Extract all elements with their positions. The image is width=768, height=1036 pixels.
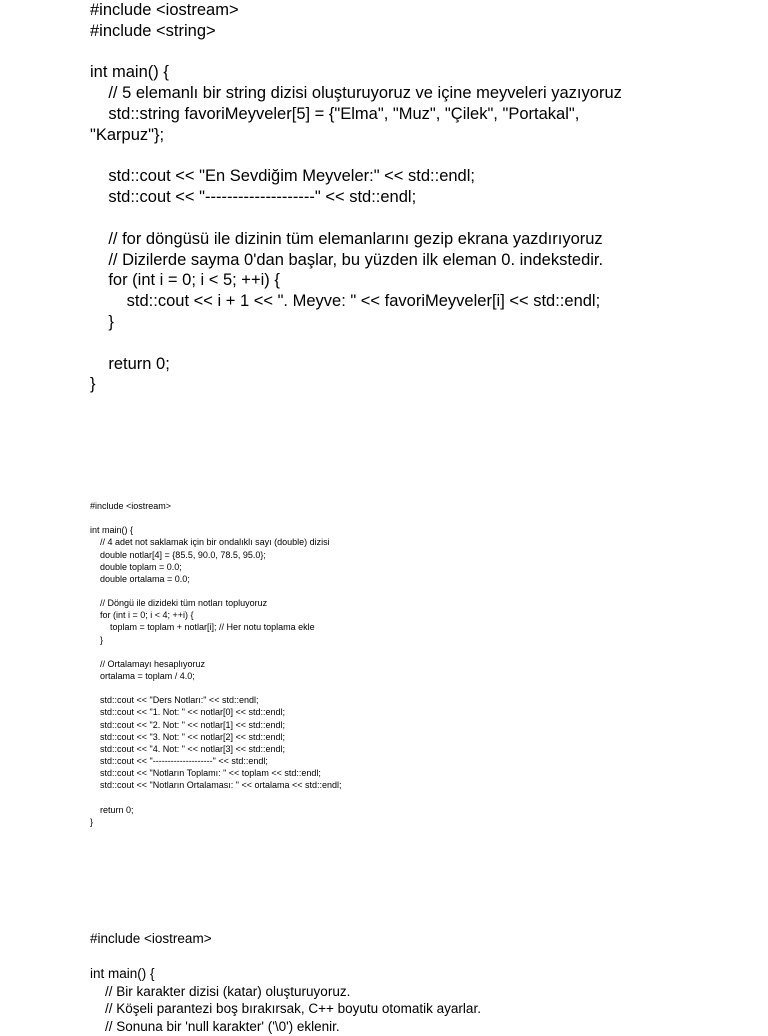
code-line: [90, 791, 730, 803]
code-line: [90, 146, 730, 167]
code-line: int main() {: [90, 525, 134, 536]
code-line: [90, 585, 730, 597]
code-line: #include <iostream>: [90, 931, 212, 946]
code-line: // Döngü ile dizideki tüm notları topluyoruz: [90, 598, 268, 609]
code-line: #include <iostream>: [90, 501, 172, 511]
code-line: // Dizilerde sayma 0'dan başlar, bu yüzden ilk eleman 0. indekstedir.: [90, 250, 604, 269]
code-line: #include <iostream>: [90, 1, 239, 19]
code-line: std::cout << "3. Not: " << notlar[2] << std::endl;: [90, 731, 286, 742]
code-line: "Karpuz"};: [90, 125, 165, 144]
code-line: double notlar[4] = {85.5, 90.0, 78.5, 95.0};: [90, 549, 266, 560]
code-line: for (int i = 0; i < 5; ++i) {: [90, 271, 280, 290]
code-line: int main() {: [90, 966, 155, 982]
code-line: [90, 208, 730, 229]
code-line: std::cout << "1. Not: " << notlar[0] << std::endl;: [90, 707, 286, 718]
code-line: #include <string>: [90, 21, 216, 40]
code-line: std::cout << "Ders Notları:" << std::endl;: [90, 695, 259, 706]
code-line: }: [90, 375, 96, 394]
code-line: std::cout << "En Sevdiğim Meyveler:" << std::endl;: [90, 167, 475, 186]
code-line: // 5 elemanlı bir string dizisi oluşturuyoruz ve içine meyveleri yazıyoruz: [90, 84, 622, 103]
code-line: for (int i = 0; i < 4; ++i) {: [90, 610, 194, 621]
code-line: toplam = toplam + notlar[i]; // Her notu toplama ekle: [90, 622, 315, 633]
code-line: // Köşeli parantezi boş bırakırsak, C++ boyutu otomatik ayarlar.: [90, 1001, 481, 1017]
code-line: [90, 512, 730, 524]
code-line: std::cout << "Notların Toplamı: " << toplam << std::endl;: [90, 768, 321, 779]
code-block-grades: [90, 500, 730, 828]
code-line: return 0;: [90, 804, 134, 815]
code-line: double toplam = 0.0;: [90, 561, 182, 572]
code-line: ortalama = toplam / 4.0;: [90, 670, 195, 681]
code-line: // 4 adet not saklamak için bir ondalıklı sayı (double) dizisi: [90, 537, 330, 548]
code-line: std::cout << i + 1 << ". Meyve: " << favoriMeyveler[i] << std::endl;: [90, 292, 601, 311]
code-line: [90, 42, 730, 63]
code-line: [90, 333, 730, 354]
code-line: return 0;: [90, 354, 170, 373]
code-line: [90, 682, 730, 694]
code-block-char-array: [90, 930, 730, 1036]
code-line: std::cout << "--------------------" << std::endl;: [90, 188, 417, 207]
code-line: // for döngüsü ile dizinin tüm elemanlarını gezip ekrana yazdırıyoruz: [90, 229, 603, 248]
code-line: std::cout << "2. Not: " << notlar[1] << std::endl;: [90, 719, 286, 730]
code-line: std::cout << "Notların Ortalaması: " << ortalama << std::endl;: [90, 780, 342, 791]
code-line: }: [90, 312, 114, 331]
code-line: // Bir karakter dizisi (katar) oluşturuyoruz.: [90, 983, 351, 999]
code-line: std::cout << "4. Not: " << notlar[3] << std::endl;: [90, 743, 286, 754]
code-line: }: [90, 634, 104, 645]
code-line: [90, 646, 730, 658]
code-line: std::cout << "--------------------" << std::endl;: [90, 755, 268, 766]
code-line: double ortalama = 0.0;: [90, 573, 190, 584]
code-line: // Ortalamayı hesaplıyoruz: [90, 658, 206, 669]
code-line: [90, 948, 730, 966]
code-line: std::string favoriMeyveler[5] = {"Elma", "Muz", "Çilek", "Portakal",: [90, 104, 580, 123]
code-line: // Sonuna bir 'null karakter' ('\0') eklenir.: [90, 1018, 340, 1034]
code-line: }: [90, 816, 94, 827]
code-line: int main() {: [90, 63, 169, 82]
code-block-fruits: [90, 0, 730, 395]
